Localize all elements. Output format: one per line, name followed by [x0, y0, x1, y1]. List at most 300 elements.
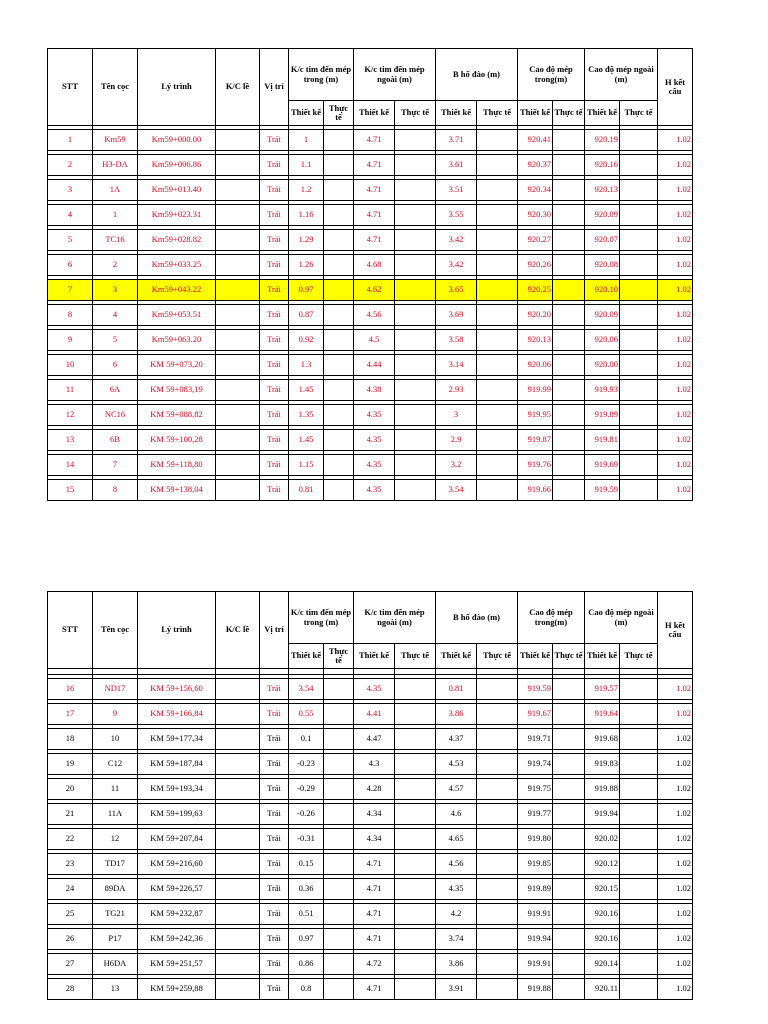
table-row: [48, 704, 693, 725]
table-row: [48, 130, 693, 151]
cell-ten: TG21: [93, 904, 138, 925]
cell-kcn: 4.68: [354, 255, 395, 276]
cell-ly: KM 59+207,84: [138, 829, 216, 850]
table-row: [48, 829, 693, 850]
cell-kct: 0.36: [289, 879, 324, 900]
table-row: [48, 330, 693, 351]
cell-cdn: 920.16: [585, 929, 620, 950]
cell-empty: [477, 929, 518, 950]
cell-b: 3.69: [436, 305, 477, 326]
cell-b: 4.2: [436, 904, 477, 925]
cell-cdn: 920.11: [585, 979, 620, 1000]
cell-empty: [477, 704, 518, 725]
cell-ly: KM 59+232,87: [138, 904, 216, 925]
cell-empty: [395, 829, 436, 850]
cell-vt: Trái: [260, 954, 289, 975]
subcol-thiet-ke: Thiết kế: [518, 101, 553, 126]
cell-ly: Km59+053.51: [138, 305, 216, 326]
cell-empty: [620, 305, 658, 326]
col-ten-coc: Tên cọc: [93, 49, 138, 126]
cell-empty: [324, 879, 354, 900]
cell-kcn: 4.71: [354, 205, 395, 226]
cell-ten: ND17: [93, 679, 138, 700]
cell-ly: KM 59+216,60: [138, 854, 216, 875]
cell-cdt: 920.27: [518, 230, 553, 251]
cell-empty: [395, 804, 436, 825]
cell-vt: Trái: [260, 804, 289, 825]
cell-vt: Trái: [260, 979, 289, 1000]
cell-empty: [216, 255, 260, 276]
cell-b: 3.2: [436, 455, 477, 476]
cell-empty: [477, 305, 518, 326]
cell-empty: [477, 854, 518, 875]
cell-empty: [553, 779, 585, 800]
cell-vt: Trái: [260, 305, 289, 326]
cell-stt: 20: [48, 779, 93, 800]
table-row: [48, 180, 693, 201]
table-row: [48, 954, 693, 975]
cell-stt: 17: [48, 704, 93, 725]
cell-empty: [553, 380, 585, 401]
cell-kct: 0.97: [289, 929, 324, 950]
cell-empty: [620, 804, 658, 825]
cell-cdn: 920.00: [585, 355, 620, 376]
cell-empty: [477, 804, 518, 825]
cell-kct: 1.26: [289, 255, 324, 276]
table-row: [48, 904, 693, 925]
cell-ten: 3: [93, 280, 138, 301]
cell-empty: [395, 130, 436, 151]
cell-empty: [324, 430, 354, 451]
cell-empty: [553, 729, 585, 750]
cell-empty: [477, 779, 518, 800]
cell-h: 1.02: [658, 679, 693, 700]
cell-empty: [553, 405, 585, 426]
cell-empty: [324, 679, 354, 700]
cell-ly: KM 59+226,57: [138, 879, 216, 900]
cell-empty: [395, 255, 436, 276]
cell-kct: 0.1: [289, 729, 324, 750]
cell-empty: [216, 455, 260, 476]
cell-empty: [395, 754, 436, 775]
cell-cdt: 919.89: [518, 879, 553, 900]
cell-vt: Trái: [260, 879, 289, 900]
cell-h: 1.02: [658, 480, 693, 501]
cell-empty: [553, 480, 585, 501]
cell-h: 1.02: [658, 854, 693, 875]
cell-stt: 19: [48, 754, 93, 775]
cell-empty: [553, 430, 585, 451]
cell-stt: 21: [48, 804, 93, 825]
cell-empty: [553, 879, 585, 900]
cell-cdt: 919.77: [518, 804, 553, 825]
cell-empty: [553, 355, 585, 376]
cell-vt: Trái: [260, 380, 289, 401]
cell-vt: Trái: [260, 355, 289, 376]
subcol-thiet-ke: Thiết kế: [289, 644, 324, 669]
cell-ten: 4: [93, 305, 138, 326]
cell-cdt: 920.30: [518, 205, 553, 226]
cell-empty: [620, 704, 658, 725]
cell-vt: Trái: [260, 754, 289, 775]
cell-h: 1.02: [658, 305, 693, 326]
cell-stt: 4: [48, 205, 93, 226]
cell-empty: [395, 380, 436, 401]
cell-kct: 1.3: [289, 355, 324, 376]
cell-cdn: 920.07: [585, 230, 620, 251]
cell-b: 4.53: [436, 754, 477, 775]
cell-ten: 6B: [93, 430, 138, 451]
cell-h: 1.02: [658, 405, 693, 426]
cell-b: 3.54: [436, 480, 477, 501]
cell-empty: [216, 430, 260, 451]
cell-empty: [324, 979, 354, 1000]
cell-vt: Trái: [260, 829, 289, 850]
cell-cdt: 919.75: [518, 779, 553, 800]
cell-empty: [553, 280, 585, 301]
cell-vt: Trái: [260, 779, 289, 800]
cell-cdt: 919.87: [518, 430, 553, 451]
cell-b: 3.71: [436, 130, 477, 151]
cell-empty: [324, 130, 354, 151]
cell-ten: 1: [93, 205, 138, 226]
cell-kct: 0.81: [289, 480, 324, 501]
table-row: [48, 405, 693, 426]
cell-kcn: 4.71: [354, 979, 395, 1000]
cell-empty: [620, 330, 658, 351]
subcol-thiet-ke: Thiết kế: [436, 101, 477, 126]
table-row: [48, 255, 693, 276]
cell-ten: 8: [93, 480, 138, 501]
cell-vt: Trái: [260, 405, 289, 426]
cell-h: 1.02: [658, 455, 693, 476]
cell-stt: 3: [48, 180, 93, 201]
cell-ly: KM 59+088,82: [138, 405, 216, 426]
col-stt: STT: [48, 49, 93, 126]
cell-cdt: 919.85: [518, 854, 553, 875]
cell-empty: [216, 380, 260, 401]
cell-empty: [324, 305, 354, 326]
cell-b: 3.74: [436, 929, 477, 950]
cell-empty: [395, 430, 436, 451]
cell-empty: [477, 954, 518, 975]
cell-cdn: 920.14: [585, 954, 620, 975]
cell-cdn: 919.64: [585, 704, 620, 725]
cell-empty: [620, 355, 658, 376]
cell-empty: [324, 729, 354, 750]
cell-empty: [395, 779, 436, 800]
cell-kcn: 4.35: [354, 679, 395, 700]
cell-empty: [216, 230, 260, 251]
cell-empty: [395, 929, 436, 950]
cell-ly: KM 59+073,20: [138, 355, 216, 376]
cell-ly: Km59+063.20: [138, 330, 216, 351]
cell-empty: [395, 330, 436, 351]
cell-cdt: 919.71: [518, 729, 553, 750]
cell-cdt: 920.41: [518, 130, 553, 151]
cell-empty: [395, 155, 436, 176]
cell-ly: KM 59+100,28: [138, 430, 216, 451]
cell-ten: H3-DA: [93, 155, 138, 176]
cell-empty: [553, 180, 585, 201]
subcol-thiet-ke: Thiết kế: [585, 644, 620, 669]
cell-stt: 15: [48, 480, 93, 501]
cell-ten: 13: [93, 979, 138, 1000]
cell-empty: [395, 230, 436, 251]
cell-cdn: 920.13: [585, 180, 620, 201]
cell-kct: -0.23: [289, 754, 324, 775]
table-row: [48, 854, 693, 875]
cell-empty: [620, 230, 658, 251]
cell-empty: [553, 954, 585, 975]
col-kc-le: K/C lề: [216, 49, 260, 126]
table-row: [48, 455, 693, 476]
cell-empty: [216, 305, 260, 326]
cell-vt: Trái: [260, 929, 289, 950]
subcol-thuc-te: Thực tế: [620, 101, 658, 126]
cell-ly: KM 59+138,04: [138, 480, 216, 501]
cell-empty: [620, 255, 658, 276]
cell-empty: [324, 954, 354, 975]
col-ly-trinh: Lý trình: [138, 592, 216, 669]
cell-empty: [324, 904, 354, 925]
cell-empty: [620, 904, 658, 925]
cell-stt: 8: [48, 305, 93, 326]
cell-cdt: 920.34: [518, 180, 553, 201]
table-row: [48, 729, 693, 750]
table-row: [48, 804, 693, 825]
cell-kct: 1.35: [289, 405, 324, 426]
cell-empty: [324, 455, 354, 476]
cell-cdn: 920.06: [585, 330, 620, 351]
cell-empty: [395, 704, 436, 725]
cell-empty: [395, 954, 436, 975]
cell-ly: KM 59+259,88: [138, 979, 216, 1000]
cell-kcn: 4.35: [354, 430, 395, 451]
cell-kcn: 4.71: [354, 180, 395, 201]
cell-h: 1.02: [658, 205, 693, 226]
cell-kct: 0.8: [289, 979, 324, 1000]
table-row: [48, 929, 693, 950]
cell-ten: 6A: [93, 380, 138, 401]
cell-empty: [620, 829, 658, 850]
cell-stt: 23: [48, 854, 93, 875]
cell-b: 3.55: [436, 205, 477, 226]
cell-empty: [395, 979, 436, 1000]
cell-b: 3: [436, 405, 477, 426]
cell-empty: [620, 405, 658, 426]
cell-empty: [216, 929, 260, 950]
cell-vt: Trái: [260, 430, 289, 451]
table-row: [48, 480, 693, 501]
cell-empty: [477, 879, 518, 900]
cell-empty: [395, 879, 436, 900]
cell-empty: [216, 280, 260, 301]
subcol-thiet-ke: Thiết kế: [354, 644, 395, 669]
cell-ten: H6DA: [93, 954, 138, 975]
cell-empty: [620, 380, 658, 401]
cell-empty: [553, 829, 585, 850]
cell-h: 1.02: [658, 430, 693, 451]
cell-kcn: 4.47: [354, 729, 395, 750]
cell-empty: [477, 230, 518, 251]
cell-empty: [324, 230, 354, 251]
col-kc-trong: K/c tim đến mép trong (m): [289, 49, 354, 101]
cell-cdn: 920.08: [585, 255, 620, 276]
cell-empty: [395, 205, 436, 226]
cell-empty: [620, 954, 658, 975]
subcol-thuc-te: Thực tế: [553, 101, 585, 126]
cell-ly: KM 59+166,84: [138, 704, 216, 725]
cell-stt: 26: [48, 929, 93, 950]
cell-ten: 11A: [93, 804, 138, 825]
cell-empty: [395, 729, 436, 750]
cell-ly: KM 59+187,84: [138, 754, 216, 775]
cell-empty: [620, 754, 658, 775]
cell-ly: Km59+043.22: [138, 280, 216, 301]
cell-ten: 10: [93, 729, 138, 750]
cell-ten: 2: [93, 255, 138, 276]
cell-kcn: 4.62: [354, 280, 395, 301]
cell-cdn: 919.59: [585, 480, 620, 501]
cell-empty: [324, 355, 354, 376]
cell-h: 1.02: [658, 954, 693, 975]
cell-empty: [395, 679, 436, 700]
cell-h: 1.02: [658, 879, 693, 900]
cell-kcn: 4.44: [354, 355, 395, 376]
cell-stt: 13: [48, 430, 93, 451]
cell-ten: NC16: [93, 405, 138, 426]
cell-kcn: 4.34: [354, 829, 395, 850]
cell-cdn: 919.94: [585, 804, 620, 825]
cell-empty: [553, 455, 585, 476]
cell-empty: [477, 205, 518, 226]
cell-empty: [620, 280, 658, 301]
cell-cdn: 919.89: [585, 405, 620, 426]
cell-kct: 1.2: [289, 180, 324, 201]
cell-empty: [216, 954, 260, 975]
cell-stt: 14: [48, 455, 93, 476]
cell-h: 1.02: [658, 929, 693, 950]
cell-ly: KM 59+251,57: [138, 954, 216, 975]
cell-kcn: 4.41: [354, 704, 395, 725]
table-row: [48, 430, 693, 451]
cell-empty: [553, 704, 585, 725]
cell-empty: [477, 729, 518, 750]
cell-empty: [324, 255, 354, 276]
cell-b: 3.86: [436, 954, 477, 975]
col-ly-trinh: Lý trình: [138, 49, 216, 126]
cell-b: 3.61: [436, 155, 477, 176]
cell-empty: [620, 480, 658, 501]
cell-empty: [477, 904, 518, 925]
cell-vt: Trái: [260, 729, 289, 750]
table-row: [48, 380, 693, 401]
cell-ly: KM 59+083,19: [138, 380, 216, 401]
cell-empty: [620, 430, 658, 451]
cell-cdt: 919.76: [518, 455, 553, 476]
cell-empty: [477, 430, 518, 451]
subcol-thuc-te: Thực tế: [395, 644, 436, 669]
cell-empty: [216, 854, 260, 875]
cell-cdn: 919.81: [585, 430, 620, 451]
cell-empty: [620, 879, 658, 900]
subcol-thuc-te: Thực tế: [395, 101, 436, 126]
cell-kcn: 4.71: [354, 904, 395, 925]
table-row: [48, 355, 693, 376]
col-stt: STT: [48, 592, 93, 669]
subcol-thuc-te: Thực tế: [620, 644, 658, 669]
cell-empty: [553, 754, 585, 775]
cell-cdn: 920.12: [585, 854, 620, 875]
cell-kcn: 4.56: [354, 305, 395, 326]
cell-empty: [477, 480, 518, 501]
cell-cdn: 920.15: [585, 879, 620, 900]
table-row: [48, 280, 693, 301]
cell-stt: 24: [48, 879, 93, 900]
cell-stt: 6: [48, 255, 93, 276]
cell-ten: 9: [93, 704, 138, 725]
cell-empty: [553, 330, 585, 351]
cell-h: 1.02: [658, 255, 693, 276]
cell-empty: [324, 205, 354, 226]
table-row: [48, 305, 693, 326]
cell-cdn: 920.09: [585, 205, 620, 226]
cell-kcn: 4.71: [354, 230, 395, 251]
cell-b: 3.42: [436, 255, 477, 276]
subcol-thiet-ke: Thiết kế: [436, 644, 477, 669]
cell-empty: [477, 380, 518, 401]
cell-empty: [553, 854, 585, 875]
cell-empty: [477, 829, 518, 850]
cell-empty: [324, 854, 354, 875]
col-cao-ngoai: Cao độ mép ngoài (m): [585, 49, 658, 101]
cell-empty: [395, 904, 436, 925]
cell-vt: Trái: [260, 180, 289, 201]
cell-kct: 1.29: [289, 230, 324, 251]
cell-empty: [216, 779, 260, 800]
cell-cdt: 920.20: [518, 305, 553, 326]
cell-cdt: 919.74: [518, 754, 553, 775]
cell-h: 1.02: [658, 829, 693, 850]
cell-b: 3.51: [436, 180, 477, 201]
cell-kcn: 4.71: [354, 854, 395, 875]
cell-empty: [553, 230, 585, 251]
cell-h: 1.02: [658, 330, 693, 351]
cell-empty: [553, 904, 585, 925]
cell-empty: [216, 904, 260, 925]
cell-empty: [324, 929, 354, 950]
cell-kcn: 4.71: [354, 929, 395, 950]
cell-empty: [324, 405, 354, 426]
cell-ten: Km59: [93, 130, 138, 151]
cell-kcn: 4.71: [354, 879, 395, 900]
cell-empty: [477, 130, 518, 151]
cell-kcn: 4.71: [354, 155, 395, 176]
cell-stt: 27: [48, 954, 93, 975]
cell-stt: 22: [48, 829, 93, 850]
cell-empty: [620, 979, 658, 1000]
cell-cdt: 920.26: [518, 255, 553, 276]
cell-empty: [216, 355, 260, 376]
table-row: [48, 879, 693, 900]
cell-h: 1.02: [658, 804, 693, 825]
cell-empty: [620, 729, 658, 750]
cell-empty: [395, 180, 436, 201]
cell-empty: [216, 829, 260, 850]
cell-vt: Trái: [260, 455, 289, 476]
cell-ly: Km59+033.25: [138, 255, 216, 276]
